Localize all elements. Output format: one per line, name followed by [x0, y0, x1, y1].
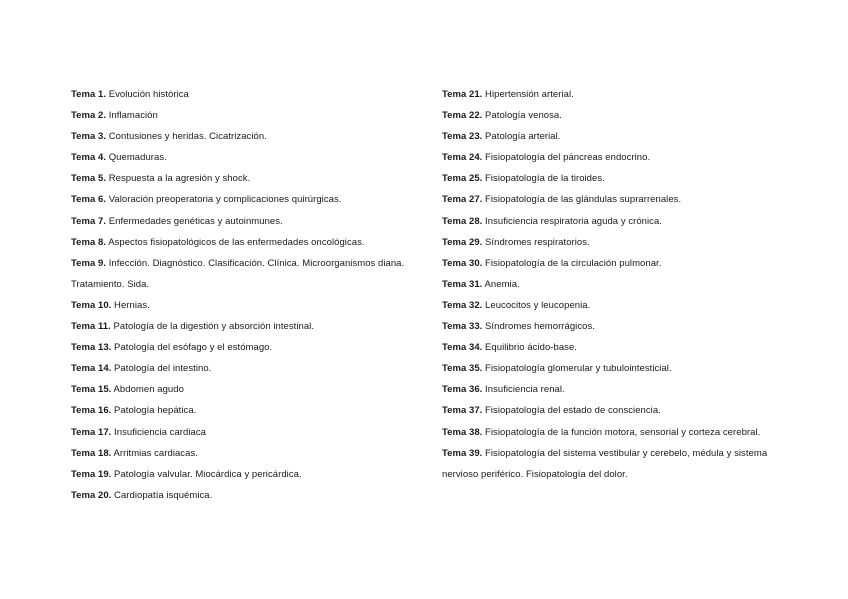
- topic-list-right: [442, 84, 782, 485]
- topic-item: [442, 443, 782, 485]
- topic-list-left: [71, 84, 433, 506]
- topic-item: [71, 379, 433, 400]
- topic-title: Patología del intestino.: [111, 363, 212, 375]
- topic-item: [71, 189, 433, 210]
- topic-number: Tema 31.: [442, 278, 483, 290]
- topic-title: Evolución histórica: [106, 89, 189, 100]
- topic-item: [442, 379, 782, 400]
- topic-item: [71, 358, 433, 379]
- topic-title: Patología de la digestión y absorción intestinal.: [110, 321, 315, 333]
- topic-title: Patología hepática.: [111, 405, 197, 417]
- topic-item: [442, 422, 782, 443]
- topic-item: [442, 168, 782, 189]
- topic-number: Tema 34.: [442, 342, 483, 354]
- topic-item: [442, 253, 782, 274]
- topic-title: Síndromes hemorrágicos.: [482, 321, 595, 333]
- topic-number: Tema 7.: [71, 215, 107, 227]
- topic-number: Tema 27.: [442, 194, 483, 206]
- topic-title: Inflamación: [106, 110, 158, 122]
- topic-title: Fisiopatología glomerular y tubulointesticial.: [482, 363, 672, 375]
- topic-number: Tema 1.: [71, 89, 107, 100]
- topic-number: Tema 6.: [71, 194, 107, 206]
- topic-number: Tema 15.: [71, 384, 112, 396]
- topic-title: Insuficiencia cardiaca: [111, 426, 206, 438]
- topic-title: Insuficiencia respiratoria aguda y crónica.: [482, 215, 662, 227]
- topic-number: Tema 10.: [71, 299, 112, 311]
- topic-number: Tema 8.: [71, 236, 107, 248]
- topic-number: Tema 24.: [442, 152, 483, 164]
- topic-item: [71, 464, 433, 485]
- topic-item: [442, 211, 782, 232]
- topic-number: Tema 20.: [71, 489, 112, 501]
- topic-item: [71, 84, 433, 105]
- topic-number: Tema 38.: [442, 426, 483, 438]
- topic-title: Patología arterial.: [482, 131, 561, 143]
- topic-title: Abdomen agudo: [111, 384, 184, 396]
- topic-item: [442, 274, 782, 295]
- topic-number: Tema 5.: [71, 173, 107, 185]
- topic-item: [71, 316, 433, 337]
- topic-title: Equilibrio ácido-base.: [482, 342, 577, 354]
- topic-title: Hernias.: [111, 299, 150, 311]
- topic-number: Tema 35.: [442, 363, 483, 375]
- topic-title: Insuficiencia renal.: [482, 384, 565, 396]
- topic-item: [71, 211, 433, 232]
- topic-item: [71, 485, 433, 506]
- topic-number: Tema 28.: [442, 215, 483, 227]
- topic-title: Cardiopatía isquémica.: [111, 489, 213, 501]
- topic-number: Tema 37.: [442, 405, 483, 417]
- topic-title: Infección. Diagnóstico. Clasificación. Clínica. Microorganismos diana. Tratamiento. Sida.: [71, 257, 405, 290]
- topic-item: [442, 84, 782, 105]
- topic-number: Tema 22.: [442, 110, 483, 122]
- topic-title: Respuesta a la agresión y shock.: [106, 173, 251, 185]
- topic-number: Tema 33.: [442, 321, 483, 333]
- topic-number: Tema 11.: [71, 321, 111, 333]
- topic-item: [442, 337, 782, 358]
- topic-number: Tema 30.: [442, 257, 483, 269]
- topic-item: [442, 232, 782, 253]
- topic-number: Tema 39.: [442, 447, 483, 459]
- topic-item: [71, 232, 433, 253]
- topic-title: Fisiopatología del estado de consciencia.: [482, 405, 661, 417]
- topic-item: [71, 422, 433, 443]
- topic-number: Tema 14.: [71, 363, 112, 375]
- topic-title: Fisiopatología de las glándulas suprarrenales.: [482, 194, 682, 206]
- topic-number: Tema 16.: [71, 405, 112, 417]
- topic-item: [71, 105, 433, 126]
- topic-number: Tema 36.: [442, 384, 483, 396]
- topic-number: Tema 21.: [442, 89, 483, 100]
- topic-item: [442, 147, 782, 168]
- topic-title: Valoración preoperatoria y complicaciones quirúrgicas.: [106, 194, 342, 206]
- topic-title: Patología valvular. Miocárdica y pericárdica.: [111, 468, 302, 480]
- topic-item: [71, 400, 433, 421]
- topic-number: Tema 3.: [71, 131, 107, 143]
- topic-item: [442, 126, 782, 147]
- topic-title: Patología del esófago y el estómago.: [111, 342, 273, 354]
- topic-title: Quemaduras.: [106, 152, 167, 164]
- topic-item: [442, 295, 782, 316]
- topic-title: Patología venosa.: [482, 110, 562, 122]
- topic-number: Tema 2.: [71, 110, 107, 122]
- topic-number: Tema 32.: [442, 299, 483, 311]
- topic-item: [71, 295, 433, 316]
- topic-number: Tema 29.: [442, 236, 483, 248]
- topic-title: Leucocitos y leucopenia.: [482, 299, 591, 311]
- topic-title: Fisiopatología del páncreas endocrino.: [482, 152, 651, 164]
- topic-number: Tema 19.: [71, 468, 112, 480]
- topic-number: Tema 17.: [71, 426, 112, 438]
- topic-title: Fisiopatología de la tiroides.: [482, 173, 605, 185]
- topic-item: [442, 400, 782, 421]
- topic-number: Tema 25.: [442, 173, 483, 185]
- topic-number: Tema 23.: [442, 131, 483, 143]
- topic-number: Tema 9.: [71, 257, 107, 269]
- topic-title: Arritmias cardiacas.: [111, 447, 198, 459]
- topic-item: [442, 189, 782, 210]
- topic-number: Tema 13.: [71, 342, 112, 354]
- topic-title: Hipertensión arterial.: [482, 89, 574, 100]
- topic-item: [442, 316, 782, 337]
- topic-item: [442, 105, 782, 126]
- topic-title: Fisiopatología de la circulación pulmonar.: [482, 257, 662, 269]
- topic-number: Tema 4.: [71, 152, 107, 164]
- topic-title: Anemia.: [482, 278, 520, 290]
- topic-item: [71, 126, 433, 147]
- topic-item: [442, 358, 782, 379]
- topic-item: [71, 337, 433, 358]
- topic-item: [71, 443, 433, 464]
- topic-title: Enfermedades genéticas y autoinmunes.: [106, 215, 283, 227]
- topic-item: [71, 147, 433, 168]
- topic-item: [71, 253, 433, 295]
- topic-number: Tema 18.: [71, 447, 112, 459]
- topic-item: [71, 168, 433, 189]
- topic-title: Contusiones y heridas. Cicatrización.: [106, 131, 267, 143]
- topic-title: Síndromes respiratorios.: [482, 236, 590, 248]
- topic-title: Aspectos fisiopatológicos de las enfermedades oncológicas.: [106, 236, 365, 248]
- topic-title: Fisiopatología de la función motora, sensorial y corteza cerebral.: [482, 426, 761, 438]
- topic-title: Fisiopatología del sistema vestibular y cerebelo, médula y sistema nervioso periférico. Fisiopatología del dolor.: [442, 447, 768, 480]
